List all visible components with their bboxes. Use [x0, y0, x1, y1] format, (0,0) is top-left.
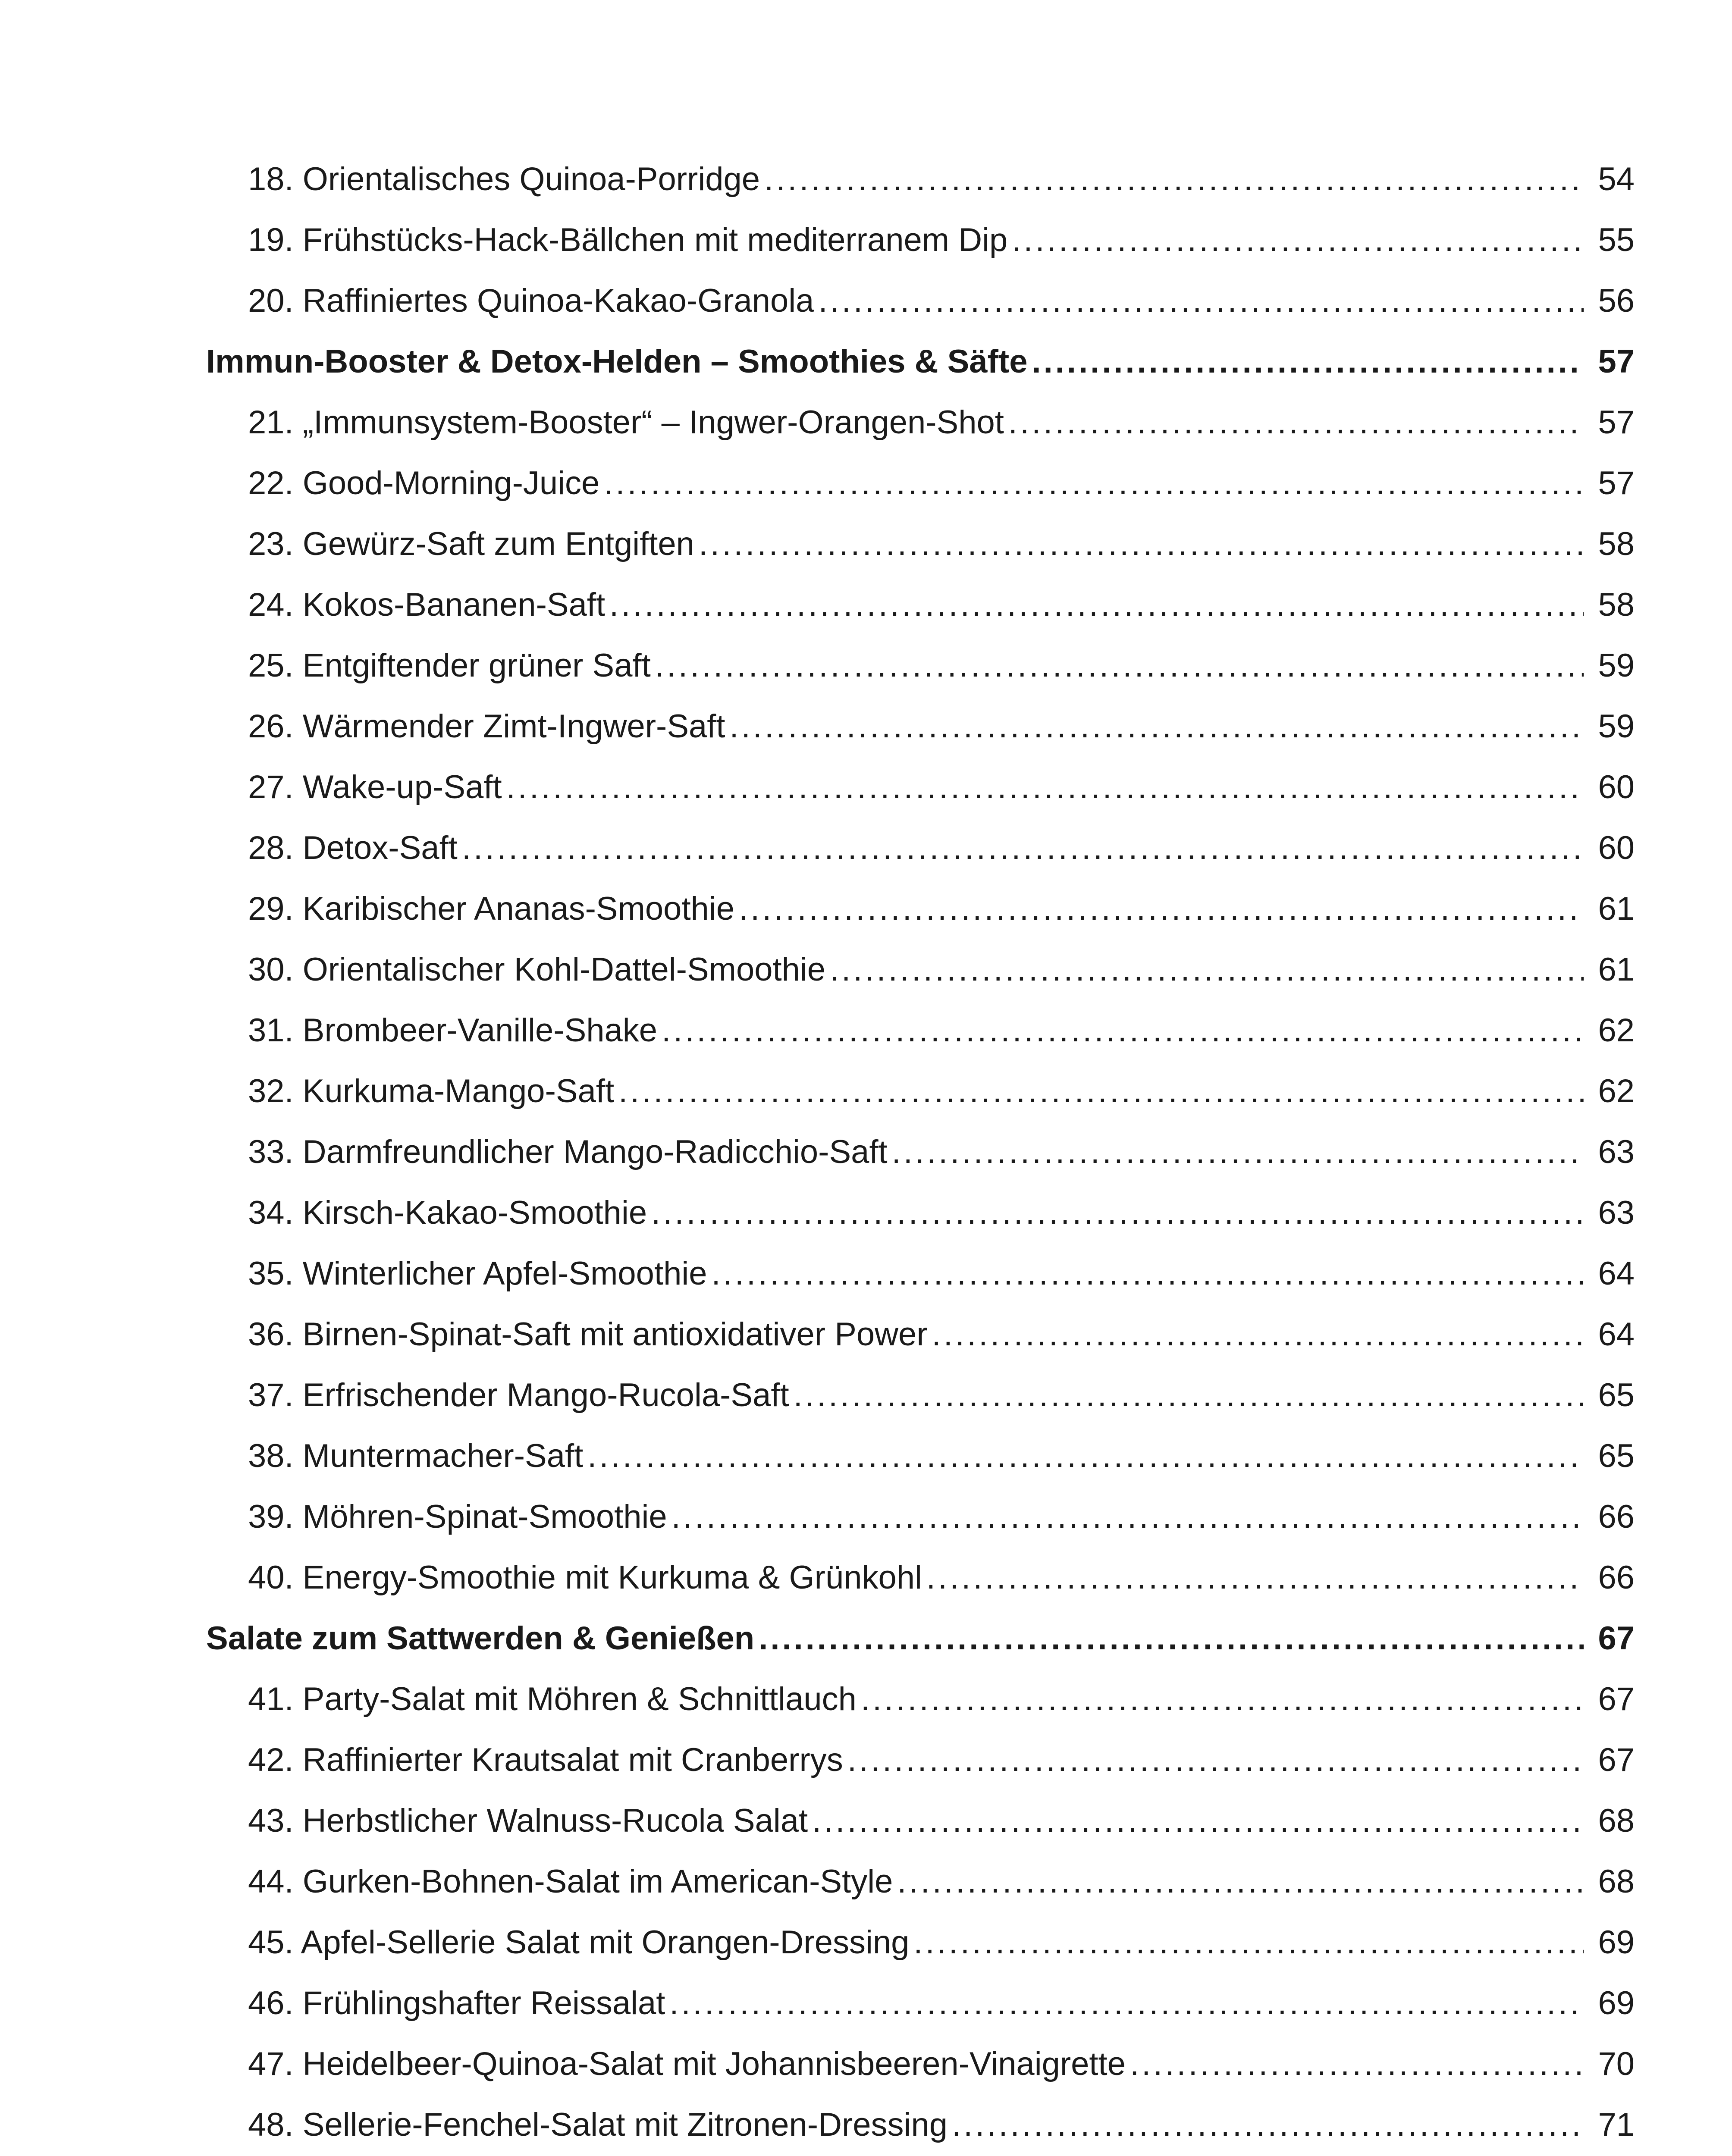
entry-title: 29. Karibischer Ananas-Smoothie: [248, 890, 734, 927]
toc-entry: [248, 1669, 1635, 1730]
entry-title: 43. Herbstlicher Walnuss-Rucola Salat: [248, 1802, 808, 1839]
toc-entry: [248, 1243, 1635, 1304]
table-of-contents: [0, 149, 1732, 2156]
page-number: 60: [1598, 769, 1635, 805]
dot-leader: [699, 514, 1584, 574]
entry-title: 35. Winterlicher Apfel-Smoothie: [248, 1255, 707, 1292]
entry-title: 37. Erfrischender Mango-Rucola-Saft: [248, 1377, 789, 1413]
entry-title: 22. Good-Morning-Juice: [248, 465, 600, 501]
dot-leader: [897, 1851, 1584, 1912]
entry-title: 26. Wärmender Zimt-Ingwer-Saft: [248, 708, 725, 745]
page-number: 67: [1598, 1742, 1635, 1778]
page-number: 64: [1598, 1255, 1635, 1292]
dot-leader: [794, 1365, 1584, 1426]
toc-entry: [248, 1182, 1635, 1243]
toc-entry: [248, 1912, 1635, 1973]
dot-leader: [655, 635, 1584, 696]
page-number: 68: [1598, 1863, 1635, 1900]
page-number: 66: [1598, 1559, 1635, 1596]
page-number: 65: [1598, 1377, 1635, 1413]
entry-title: 30. Orientalischer Kohl-Dattel-Smoothie: [248, 951, 826, 988]
entry-title: 28. Detox-Saft: [248, 830, 458, 866]
toc-entry: [248, 1304, 1635, 1365]
entry-title: 23. Gewürz-Saft zum Entgiften: [248, 526, 694, 562]
toc-entry: [248, 1973, 1635, 2034]
toc-entry: [248, 1486, 1635, 1547]
toc-entry: [248, 1122, 1635, 1182]
dot-leader: [759, 1608, 1584, 1669]
dot-leader: [861, 1669, 1584, 1730]
entry-title: 25. Entgiftender grüner Saft: [248, 647, 651, 684]
toc-entry: [248, 1426, 1635, 1486]
page-number: 62: [1598, 1012, 1635, 1049]
section-title: Immun-Booster & Detox-Helden – Smoothies & Säfte: [206, 343, 1028, 380]
entry-title: 39. Möhren-Spinat-Smoothie: [248, 1498, 667, 1535]
entry-title: 27. Wake-up-Saft: [248, 769, 502, 805]
toc-entry: [248, 1730, 1635, 1790]
toc-entry: [248, 453, 1635, 514]
entry-title: 24. Kokos-Bananen-Saft: [248, 586, 606, 623]
page-number: 68: [1598, 1802, 1635, 1839]
dot-leader: [730, 696, 1584, 757]
toc-entry: [248, 1547, 1635, 1608]
page-number: 57: [1598, 404, 1635, 441]
dot-leader: [830, 939, 1584, 1000]
page-number: 69: [1598, 1924, 1635, 1961]
dot-leader: [662, 1000, 1584, 1061]
page-number: 63: [1598, 1134, 1635, 1170]
entry-title: 38. Muntermacher-Saft: [248, 1438, 584, 1474]
page-number: 63: [1598, 1194, 1635, 1231]
page-number: 66: [1598, 1498, 1635, 1535]
page-number: 56: [1598, 282, 1635, 319]
dot-leader: [711, 1243, 1584, 1304]
dot-leader: [587, 1426, 1584, 1486]
toc-entry: [248, 270, 1635, 331]
entry-title: 32. Kurkuma-Mango-Saft: [248, 1073, 615, 1109]
entry-title: 19. Frühstücks-Hack-Bällchen mit mediterranem Dip: [248, 222, 1008, 258]
page-number: 70: [1598, 2046, 1635, 2082]
entry-title: 36. Birnen-Spinat-Saft mit antioxidativer Power: [248, 1316, 928, 1353]
toc-entry: [248, 1851, 1635, 1912]
dot-leader: [462, 818, 1584, 878]
page-number: 71: [1598, 2106, 1635, 2143]
entry-title: 45. Apfel-Sellerie Salat mit Orangen-Dressing: [248, 1924, 910, 1961]
entry-title: 47. Heidelbeer-Quinoa-Salat mit Johannisbeeren-Vinaigrette: [248, 2046, 1126, 2082]
entry-title: 41. Party-Salat mit Möhren & Schnittlauch: [248, 1681, 857, 1717]
page-number: 61: [1598, 890, 1635, 927]
entry-title: 40. Energy-Smoothie mit Kurkuma & Grünkohl: [248, 1559, 922, 1596]
page-number: 55: [1598, 222, 1635, 258]
page-number: 64: [1598, 1316, 1635, 1353]
toc-entry: [248, 2094, 1635, 2155]
entry-title: 18. Orientalisches Quinoa-Porridge: [248, 161, 760, 197]
toc-section-heading: [206, 331, 1635, 392]
entry-title: 44. Gurken-Bohnen-Salat im American-Style: [248, 1863, 893, 1900]
toc-entry: [248, 392, 1635, 453]
toc-entry: [248, 210, 1635, 270]
dot-leader: [739, 878, 1584, 939]
page-number: 57: [1598, 343, 1635, 380]
toc-entry: [248, 696, 1635, 757]
dot-leader: [818, 270, 1584, 331]
page-number: 67: [1598, 1681, 1635, 1717]
toc-section-heading: [206, 1608, 1635, 1669]
toc-entry: [248, 2034, 1635, 2094]
dot-leader: [1130, 2034, 1584, 2094]
toc-entry: [248, 878, 1635, 939]
page-number: 59: [1598, 708, 1635, 745]
toc-entry: [248, 574, 1635, 635]
dot-leader: [671, 1486, 1584, 1547]
page-number: 60: [1598, 830, 1635, 866]
dot-leader: [952, 2094, 1584, 2155]
dot-leader: [618, 1061, 1584, 1122]
toc-entry: [248, 514, 1635, 574]
toc-entry: [248, 1365, 1635, 1426]
entry-title: 34. Kirsch-Kakao-Smoothie: [248, 1194, 647, 1231]
dot-leader: [506, 757, 1584, 818]
toc-entry: [248, 757, 1635, 818]
entry-title: 31. Brombeer-Vanille-Shake: [248, 1012, 658, 1049]
dot-leader: [1032, 331, 1584, 392]
page-number: 57: [1598, 465, 1635, 501]
toc-entry: [248, 1061, 1635, 1122]
entry-title: 21. „Immunsystem-Booster“ – Ingwer-Orangen-Shot: [248, 404, 1004, 441]
page-number: 62: [1598, 1073, 1635, 1109]
dot-leader: [926, 1547, 1584, 1608]
dot-leader: [764, 149, 1584, 210]
page-number: 67: [1598, 1620, 1635, 1657]
page-number: 65: [1598, 1438, 1635, 1474]
entry-title: 20. Raffiniertes Quinoa-Kakao-Granola: [248, 282, 814, 319]
toc-entry: [248, 149, 1635, 210]
toc-entry: [248, 939, 1635, 1000]
toc-entry: [248, 1790, 1635, 1851]
dot-leader: [932, 1304, 1584, 1365]
page-number: 69: [1598, 1985, 1635, 2021]
toc-entry: [248, 818, 1635, 878]
entry-title: 33. Darmfreundlicher Mango-Radicchio-Saft: [248, 1134, 888, 1170]
page-number: 54: [1598, 161, 1635, 197]
entry-title: 48. Sellerie-Fenchel-Salat mit Zitronen-Dressing: [248, 2106, 948, 2143]
page-number: 59: [1598, 647, 1635, 684]
page-number: 61: [1598, 951, 1635, 988]
dot-leader: [609, 574, 1584, 635]
page-number: 58: [1598, 526, 1635, 562]
entry-title: 42. Raffinierter Krautsalat mit Cranberrys: [248, 1742, 843, 1778]
dot-leader: [847, 1730, 1584, 1790]
dot-leader: [604, 453, 1584, 514]
dot-leader: [1012, 210, 1584, 270]
section-title: Salate zum Sattwerden & Genießen: [206, 1620, 755, 1657]
page-number: 58: [1598, 586, 1635, 623]
dot-leader: [913, 1912, 1584, 1973]
entry-title: 46. Frühlingshafter Reissalat: [248, 1985, 665, 2021]
toc-entry: [248, 635, 1635, 696]
dot-leader: [812, 1790, 1584, 1851]
dot-leader: [651, 1182, 1584, 1243]
dot-leader: [1008, 392, 1584, 453]
dot-leader: [669, 1973, 1584, 2034]
dot-leader: [892, 1122, 1584, 1182]
toc-entry: [248, 1000, 1635, 1061]
